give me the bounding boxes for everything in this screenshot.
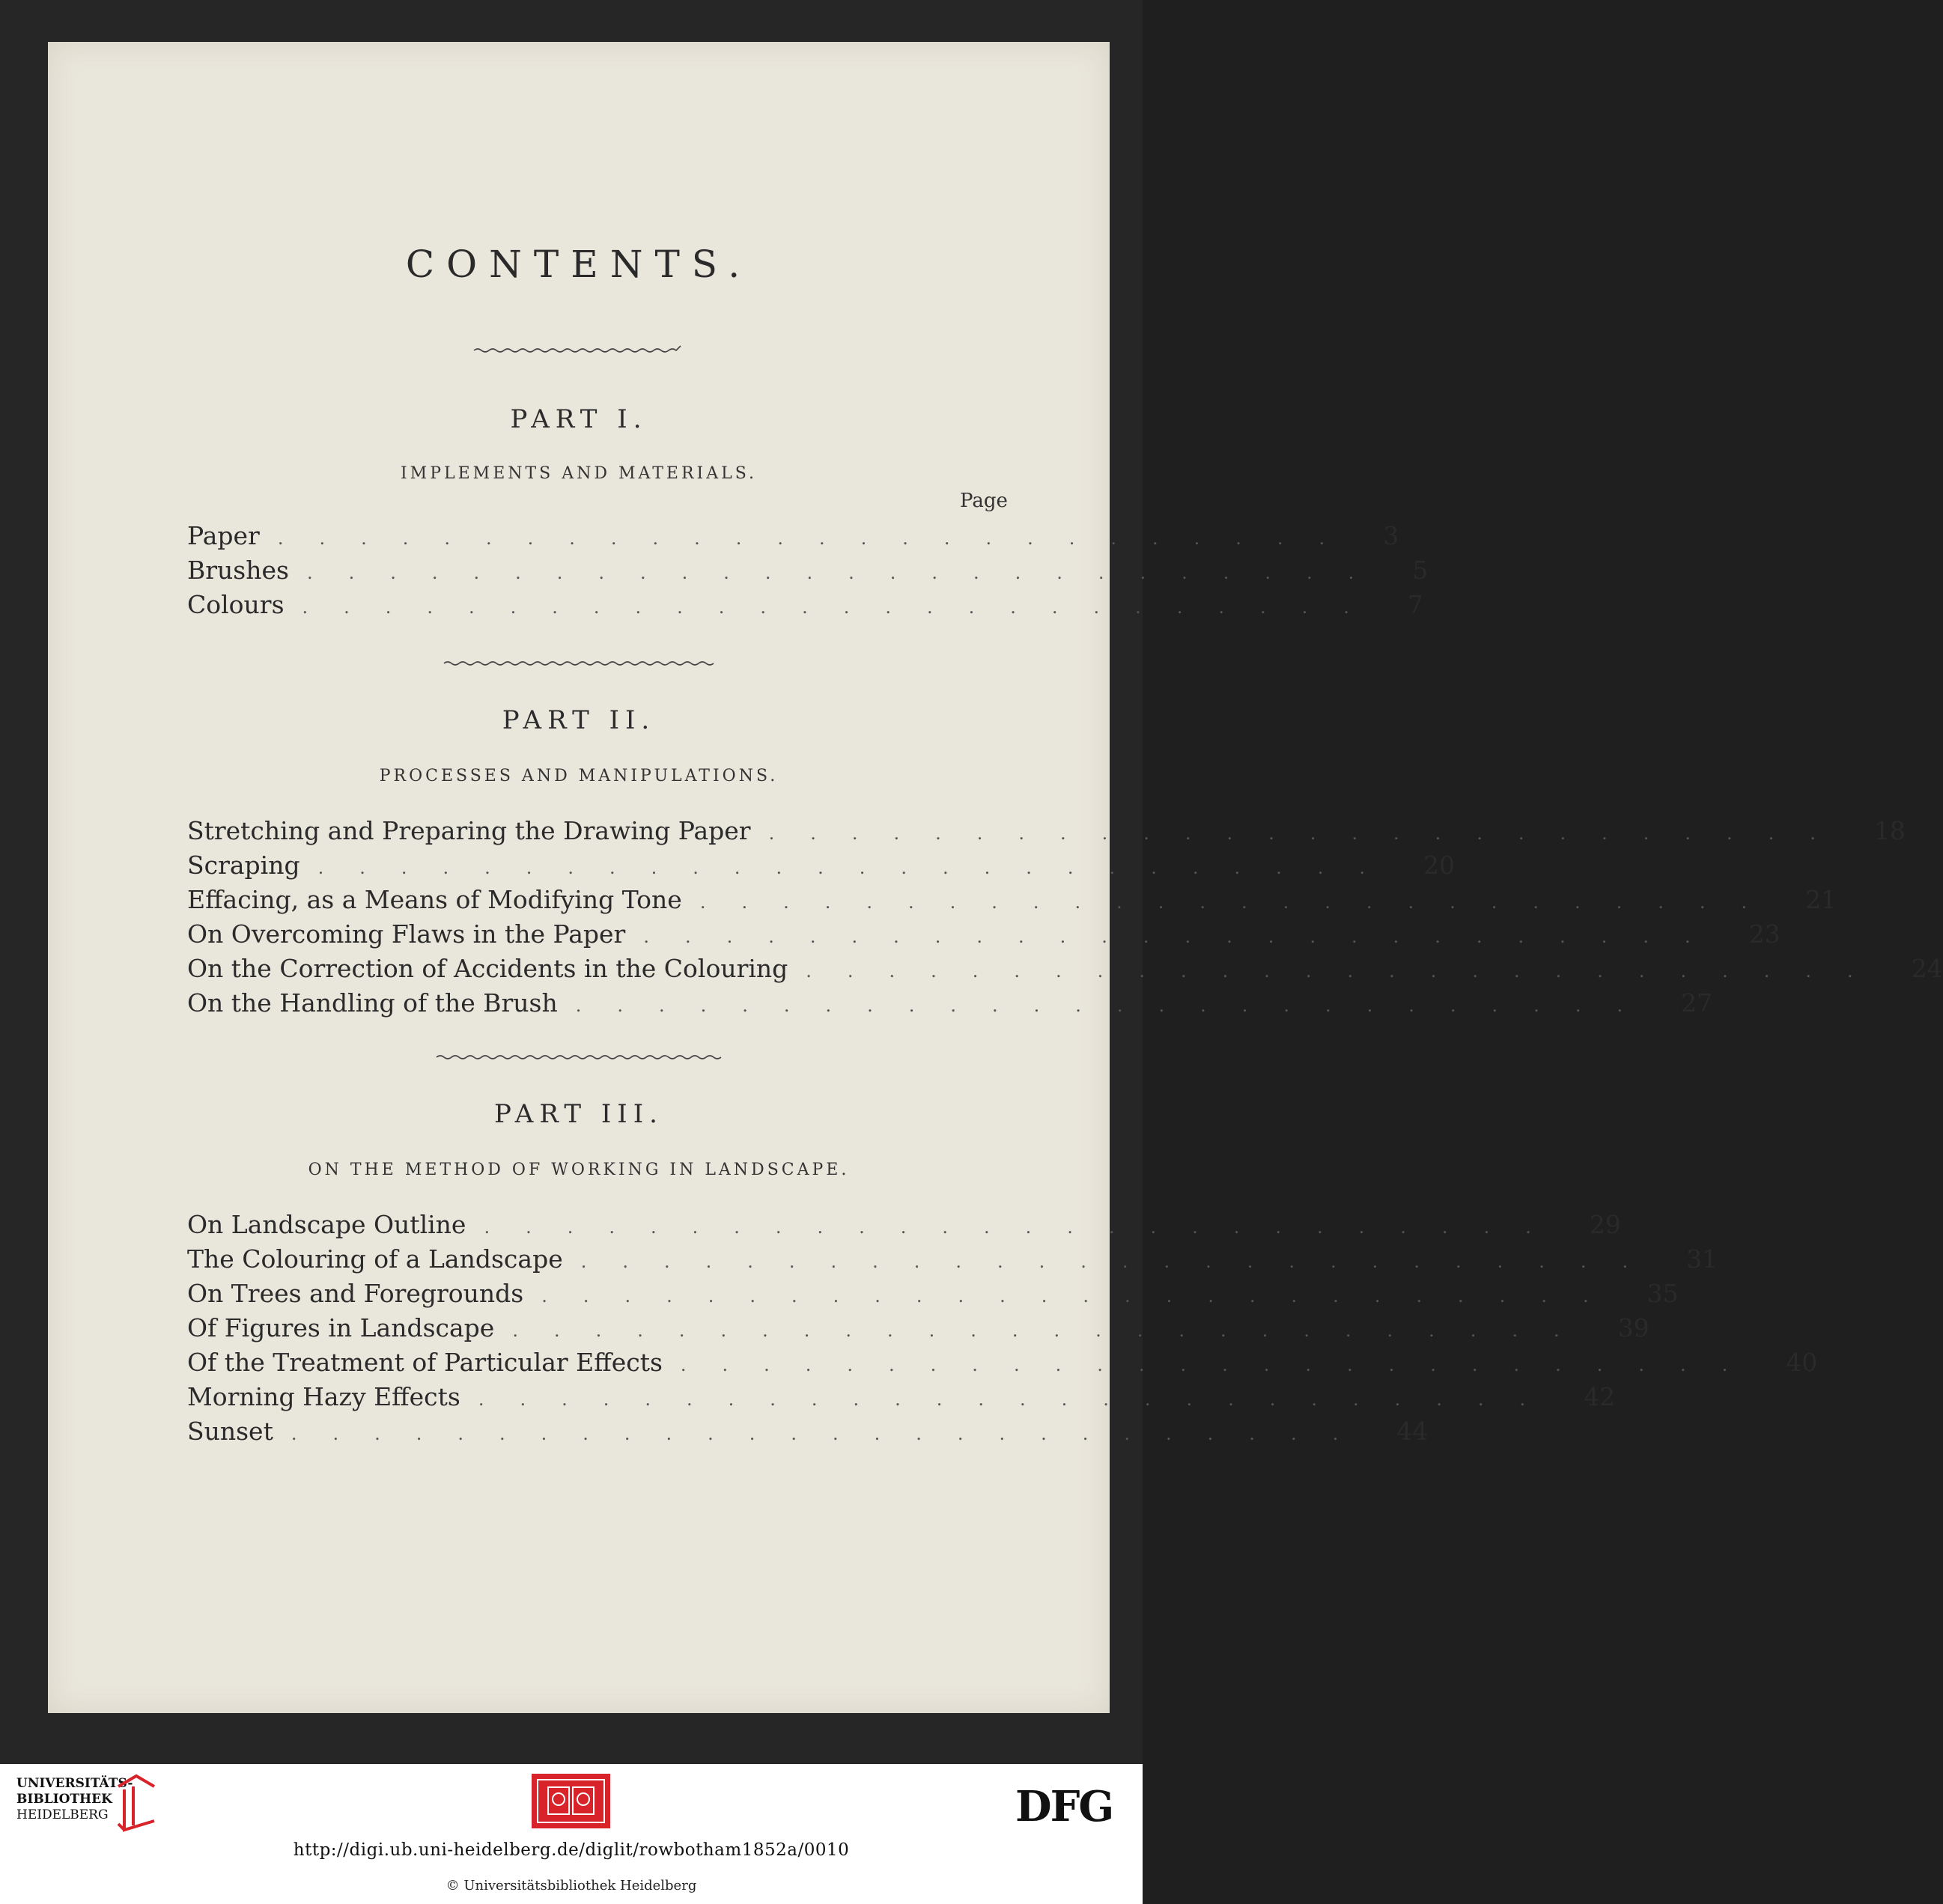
part-1-heading: PART I. <box>510 404 648 434</box>
toc-entry <box>187 1382 1616 1417</box>
leader-dots: .......................... <box>317 857 1401 878</box>
part-3-heading: PART III. <box>494 1099 663 1129</box>
toc-entry-title: Stretching and Preparing the Drawing Paper <box>187 816 751 845</box>
toc-entry <box>187 590 1423 624</box>
dfg-logo[interactable]: DFG <box>1015 1782 1113 1831</box>
contents-title: CONTENTS. <box>405 243 752 286</box>
toc-entry-title: The Colouring of a Landscape <box>187 1244 563 1274</box>
toc-entry-title: Brushes <box>187 556 289 585</box>
toc-entry-page: 27 <box>1681 988 1713 1018</box>
leader-dots: .......................... <box>643 926 1727 947</box>
leader-dots: .......................... <box>302 597 1385 618</box>
toc-entry-title: Morning Hazy Effects <box>187 1382 460 1411</box>
leader-dots: .......................... <box>291 1423 1375 1444</box>
page-column-label: Page <box>960 490 1008 512</box>
ornamental-rule <box>48 656 1110 674</box>
leader-dots: .......................... <box>580 1251 1664 1272</box>
toc-entry-page: 23 <box>1748 919 1781 949</box>
leader-dots: .......................... <box>277 528 1361 549</box>
library-line-2: BIBLIOTHEK <box>16 1792 112 1807</box>
toc-part-1 <box>187 521 1429 624</box>
toc-entry-title: Paper <box>187 521 260 550</box>
toc-entry <box>187 1279 1679 1313</box>
toc-entry-title: Colours <box>187 590 285 619</box>
leader-dots: .......................... <box>484 1217 1567 1238</box>
leader-dots: .......................... <box>699 892 1784 913</box>
toc-entry <box>187 1210 1621 1244</box>
part-2-subtitle: PROCESSES AND MANIPULATIONS. <box>379 767 779 785</box>
toc-entry <box>187 816 1906 851</box>
toc-entry <box>187 556 1429 590</box>
library-line-3: HEIDELBERG <box>16 1807 109 1822</box>
toc-part-3 <box>187 1210 1818 1451</box>
toc-entry-page: 40 <box>1786 1348 1818 1377</box>
toc-entry-page: 20 <box>1423 851 1455 880</box>
toc-entry-page: 7 <box>1407 590 1423 619</box>
toc-entry <box>187 954 1943 988</box>
permalink[interactable]: http://digi.ub.uni-heidelberg.de/diglit/rowbotham1852a/0010 <box>293 1840 850 1860</box>
library-line-1: UNIVERSITÄTS- <box>16 1776 133 1791</box>
ornamental-rule <box>48 1051 1110 1069</box>
toc-entry-title: Of the Treatment of Particular Effects <box>187 1348 663 1377</box>
toc-entry <box>187 1244 1718 1279</box>
leader-dots: .......................... <box>512 1320 1596 1341</box>
toc-part-2 <box>187 816 1943 1023</box>
toc-entry-title: On Trees and Foregrounds <box>187 1279 524 1308</box>
toc-entry-page: 44 <box>1396 1417 1429 1446</box>
leader-dots: .......................... <box>806 961 1889 982</box>
toc-entry <box>187 851 1455 885</box>
toc-entry-title: Sunset <box>187 1417 273 1446</box>
toc-entry <box>187 1348 1818 1382</box>
library-emblem-icon[interactable] <box>114 1771 159 1839</box>
toc-entry <box>187 885 1837 919</box>
toc-entry-title: Of Figures in Landscape <box>187 1313 495 1342</box>
toc-entry <box>187 521 1399 556</box>
toc-entry-page: 21 <box>1805 885 1837 914</box>
toc-entry-title: On Overcoming Flaws in the Paper <box>187 919 626 949</box>
copyright-notice: © Universitätsbibliothek Heidelberg <box>446 1878 697 1894</box>
toc-entry-page: 31 <box>1686 1244 1718 1274</box>
toc-entry-page: 29 <box>1589 1210 1621 1239</box>
part-1-subtitle: IMPLEMENTS AND MATERIALS. <box>400 464 757 483</box>
toc-entry-title: On the Handling of the Brush <box>187 988 558 1018</box>
toc-entry-page: 42 <box>1584 1382 1616 1411</box>
project-logo-icon[interactable] <box>532 1774 610 1828</box>
ornamental-rule <box>48 341 1110 359</box>
toc-entry-page: 35 <box>1646 1279 1679 1308</box>
toc-entry <box>187 1417 1429 1451</box>
toc-entry-title: On Landscape Outline <box>187 1210 466 1239</box>
toc-entry-title: Effacing, as a Means of Modifying Tone <box>187 885 682 914</box>
toc-entry <box>187 919 1781 954</box>
leader-dots: .......................... <box>478 1389 1562 1410</box>
leader-dots: .......................... <box>680 1354 1764 1375</box>
leader-dots: .......................... <box>541 1286 1625 1307</box>
toc-entry <box>187 1313 1649 1348</box>
part-3-subtitle: ON THE METHOD OF WORKING IN LANDSCAPE. <box>308 1161 850 1179</box>
book-page <box>48 42 1943 1713</box>
toc-entry-title: Scraping <box>187 851 300 880</box>
leader-dots: .......................... <box>768 823 1852 844</box>
toc-entry-page: 3 <box>1383 521 1399 550</box>
toc-entry-page: 39 <box>1617 1313 1649 1342</box>
toc-entry-title: On the Correction of Accidents in the Colouring <box>187 954 788 983</box>
toc-entry-page: 18 <box>1873 816 1906 845</box>
leader-dots: .......................... <box>575 995 1659 1016</box>
toc-entry-page: 5 <box>1412 556 1429 585</box>
leader-dots: .......................... <box>306 562 1390 583</box>
part-2-heading: PART II. <box>502 705 656 735</box>
toc-entry-page: 24 <box>1911 954 1943 983</box>
toc-entry <box>187 988 1713 1023</box>
